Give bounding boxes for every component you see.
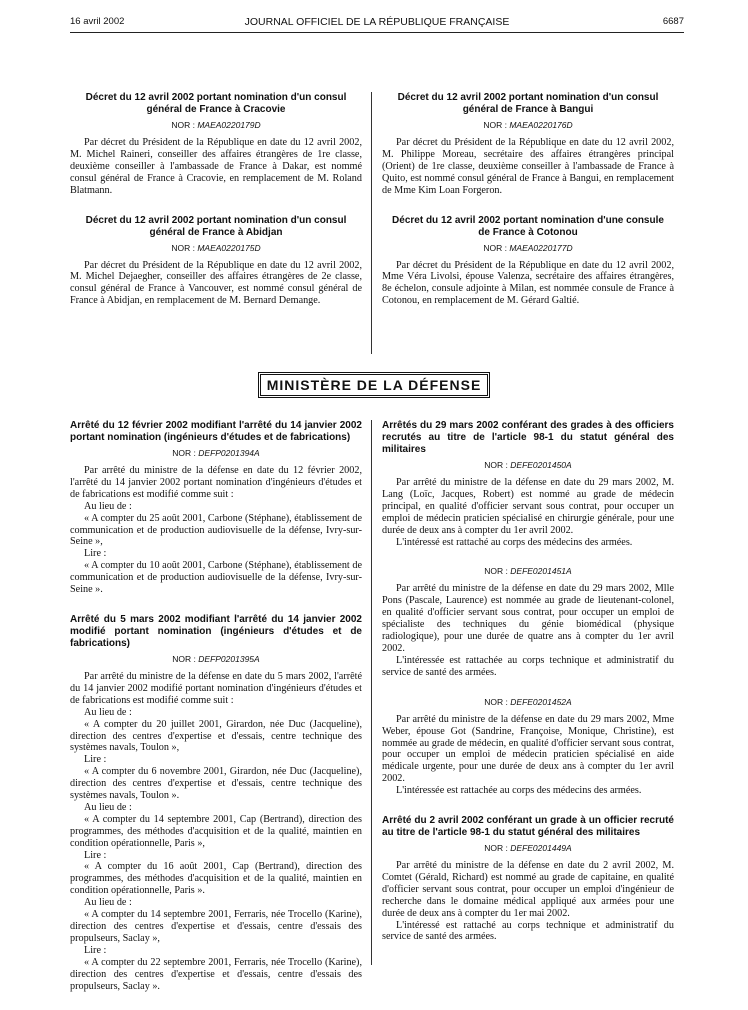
decree-paragraph: Au lieu de : — [84, 897, 132, 909]
decree-title: Décret du 12 avril 2002 portant nomination d'une consule de France à Cotonou — [392, 214, 664, 238]
decree-paragraph: Par décret du Président de la République en date du 12 avril 2002, M. Michel Dejaegher, conseiller des affaires étrangères de 2e classe, consul général de France à Vancouver, est nommé consul général de France à Abidjan, en remplacement de M. Bernard Demange. — [70, 259, 362, 307]
nor-reference: NOR : MAEA0220179D — [171, 120, 261, 130]
decree-paragraph: Par décret du Président de la République en date du 12 avril 2002, M. Philippe Moreau, secrétaire des affaires étrangères principal (Orient) de 1re classe, deuxième conseiller à l'ambassade de France à Quito, est nommé consul général de France à Bangui, en remplacement de Mme Kim Loan Forgeron. — [382, 137, 674, 196]
column-divider-top — [371, 92, 372, 354]
decree-paragraph: « A compter du 6 novembre 2001, Girardon, née Duc (Jacqueline), direction des centres d'expertise et d'essais, centre technique des systèmes navals, Toulon ». — [70, 766, 362, 802]
decree-title: Décret du 12 avril 2002 portant nomination d'un consul général de France à Abidjan — [85, 214, 347, 238]
nor-code: MAEA0220175D — [197, 242, 261, 253]
decree-paragraph: Par arrêté du ministre de la défense en date du 29 mars 2002, M. Lang (Loïc, Jacques, Robert) est nommé au grade de médecin principal, en qualité d'officier servant sous contrat, pour occuper un emploi de médecin praticien spécialisé en chirurgie générale, pour une durée de deux ans à compter du 1er avril 2002. — [382, 477, 674, 536]
decree-paragraph: Par arrêté du ministre de la défense en date du 29 mars 2002, Mlle Pons (Pascale, Laurence) est nommée au grade de lieutenant-colonel, en qualité d'officier servant sous contrat, pour occuper un emploi de spécialiste des techniques du génie biomédical (physique radiologique), pour une durée de quatre ans à compter du 1er avril 2002. — [382, 583, 674, 654]
nor-reference: NOR : DEFE0201451A — [484, 566, 572, 577]
decree-paragraph: « A compter du 22 septembre 2001, Ferraris, née Trocello (Karine), direction des centres d'expertise et d'essais, centre d'essais des propulseurs, Saclay ». — [70, 956, 362, 992]
nor-reference: NOR : DEFE0201449A — [484, 843, 572, 854]
decree-section — [382, 697, 674, 797]
decree-paragraph: « A compter du 10 août 2001, Carbone (Stéphane), établissement de communication et de production audiovisuelle de la défense, Ivry-sur-Seine ». — [70, 560, 362, 596]
nor-reference: NOR : DEFE0201452A — [484, 696, 572, 707]
header-date: 16 avril 2002 — [70, 16, 125, 27]
nor-code: DEFP0201394A — [198, 448, 260, 458]
decree-title: Arrêtés du 29 mars 2002 conférant des grades à des officiers recrutés au titre de l'article 98-1 du statut général des militaires — [382, 420, 674, 455]
bottom-right-column — [382, 420, 674, 961]
decree-paragraph: Par arrêté du ministre de la défense en date du 5 mars 2002, l'arrêté du 14 janvier 2002 modifié portant nomination d'ingénieurs d'études et de fabrications est modifié comme suit : — [70, 670, 362, 706]
top-right-column — [382, 92, 674, 325]
decree-title: Décret du 12 avril 2002 portant nomination d'un consul général de France à Cracovie — [85, 92, 347, 115]
decree-paragraph: L'intéressée est rattachée au corps technique et administratif du service de santé des armées. — [382, 654, 674, 678]
decree-paragraph: Lire : — [84, 849, 107, 861]
nor-code: DEFE0201449A — [510, 843, 572, 854]
nor-reference: NOR : MAEA0220177D — [483, 242, 573, 253]
nor-code: MAEA0220179D — [197, 120, 261, 130]
decree-paragraph: Au lieu de : — [84, 706, 132, 718]
decree-paragraph: Par arrêté du ministre de la défense en date du 29 mars 2002, Mme Weber, épouse Got (Sandrine, Françoise, Monique, Christine), est nommée au grade de médecin, en qualité d'officier servant sous contrat, pour occuper un emploi de médecin praticien spécialisé en aide médicale urgente, pour une durée de deux ans à compter du 1er avril 2002. — [382, 713, 674, 785]
nor-code: MAEA0220176D — [509, 120, 573, 130]
decree-section — [382, 215, 674, 308]
decree-paragraph: « A compter du 14 septembre 2001, Cap (Bertrand), direction des programmes, des méthodes d'acquisition et de la qualité, maintien en condition opérationnelle, Paris », — [70, 813, 362, 849]
ministry-heading: MINISTÈRE DE LA DÉFENSE — [258, 372, 490, 398]
nor-code: DEFE0201451A — [510, 566, 572, 577]
nor-code: DEFE0201450A — [510, 460, 572, 470]
decree-section — [382, 815, 674, 943]
decree-title: Arrêté du 12 février 2002 modifiant l'arrêté du 14 janvier 2002 portant nomination (ingénieurs d'études et de fabrications) — [70, 420, 362, 443]
decree-paragraph: Lire : — [84, 548, 107, 560]
bottom-left-column — [70, 420, 362, 1010]
decree-section — [382, 420, 674, 548]
column-divider-bottom — [371, 420, 372, 965]
header-page-number: 6687 — [662, 16, 684, 27]
decree-paragraph: Par arrêté du ministre de la défense en date du 12 février 2002, l'arrêté du 14 janvier 2002 portant nomination d'ingénieurs d'études et de fabrications est modifié comme suit : — [70, 465, 362, 500]
decree-paragraph: Lire : — [84, 944, 107, 956]
decree-section — [382, 92, 674, 197]
decree-paragraph: « A compter du 20 juillet 2001, Girardon, née Duc (Jacqueline), direction des centres d'expertise et d'essais, centre technique des systèmes navals, Toulon », — [70, 718, 362, 754]
nor-reference: NOR : DEFP0201395A — [172, 653, 260, 664]
decree-paragraph: L'intéressé est rattaché au corps technique et administratif du service de santé des armées. — [382, 919, 674, 943]
decree-title: Décret du 12 avril 2002 portant nomination d'un consul général de France à Bangui — [397, 92, 659, 115]
decree-paragraph: Au lieu de : — [84, 500, 132, 512]
header-rule — [70, 32, 684, 33]
decree-paragraph: Par arrêté du ministre de la défense en date du 2 avril 2002, M. Comtet (Gérald, Richard) est nommé au grade de capitaine, en qualité d'officier servant sous contrat, pour occuper un emploi d'ingénieur de recherche dans le domaine médical appliqué aux armées pour une durée de deux ans à compter du 1er mai 2002. — [382, 860, 674, 919]
nor-code: DEFE0201452A — [510, 696, 572, 707]
decree-section — [70, 92, 362, 197]
nor-reference: NOR : MAEA0220175D — [171, 242, 261, 253]
decree-title: Arrêté du 5 mars 2002 modifiant l'arrêté du 14 janvier 2002 modifié portant nomination (ingénieurs d'études et de fabrications) — [70, 613, 362, 649]
decree-paragraph: « A compter du 14 septembre 2001, Ferraris, née Trocello (Karine), direction des centres d'expertise et d'essais, centre d'essais des propulseurs, Saclay », — [70, 909, 362, 944]
decree-title: Arrêté du 2 avril 2002 conférant un grade à un officier recruté au titre de l'article 98-1 du statut général des militaires — [382, 815, 674, 839]
decree-paragraph: Par décret du Président de la République en date du 12 avril 2002, Mme Véra Livolsi, épouse Valenza, secrétaire des affaires étrangères, 8e échelon, consule adjointe à Milan, est nommée consule de France à Cotonou, en remplacement de M. Gérard Galtié. — [382, 259, 674, 307]
nor-reference: NOR : DEFP0201394A — [172, 448, 260, 458]
decree-section — [70, 215, 362, 308]
nor-code: DEFP0201395A — [198, 653, 260, 664]
nor-reference: NOR : DEFE0201450A — [484, 460, 572, 470]
page-header — [70, 16, 684, 30]
decree-paragraph: « A compter du 16 août 2001, Cap (Bertrand), direction des programmes, des méthodes d'acquisition et de la qualité, maintien en condition opérationnelle, Paris ». — [70, 861, 362, 897]
decree-paragraph: « A compter du 25 août 2001, Carbone (Stéphane), établissement de communication et de production audiovisuelle de la défense, Ivry-sur-Seine », — [70, 512, 362, 548]
decree-paragraph: Par décret du Président de la République en date du 12 avril 2002, M. Michel Raineri, conseiller des affaires étrangères de 1re classe, deuxième conseiller à l'ambassade de France à Dakar, est nommé consul général de France à Cracovie, en remplacement de M. Roland Blatmann. — [70, 137, 362, 196]
decree-paragraph: Au lieu de : — [84, 801, 132, 813]
nor-reference: NOR : MAEA0220176D — [483, 120, 573, 130]
decree-section — [70, 420, 362, 596]
header-journal-title: JOURNAL OFFICIEL DE LA RÉPUBLIQUE FRANÇAISE — [244, 16, 510, 28]
decree-paragraph: Lire : — [84, 754, 107, 766]
decree-paragraph: L'intéressée est rattachée au corps des médecins des armées. — [396, 785, 642, 797]
nor-code: MAEA0220177D — [509, 242, 573, 253]
decree-paragraph: L'intéressé est rattaché au corps des médecins des armées. — [396, 536, 633, 548]
decree-section — [70, 614, 362, 992]
decree-section — [382, 566, 674, 678]
top-left-column — [70, 92, 362, 325]
